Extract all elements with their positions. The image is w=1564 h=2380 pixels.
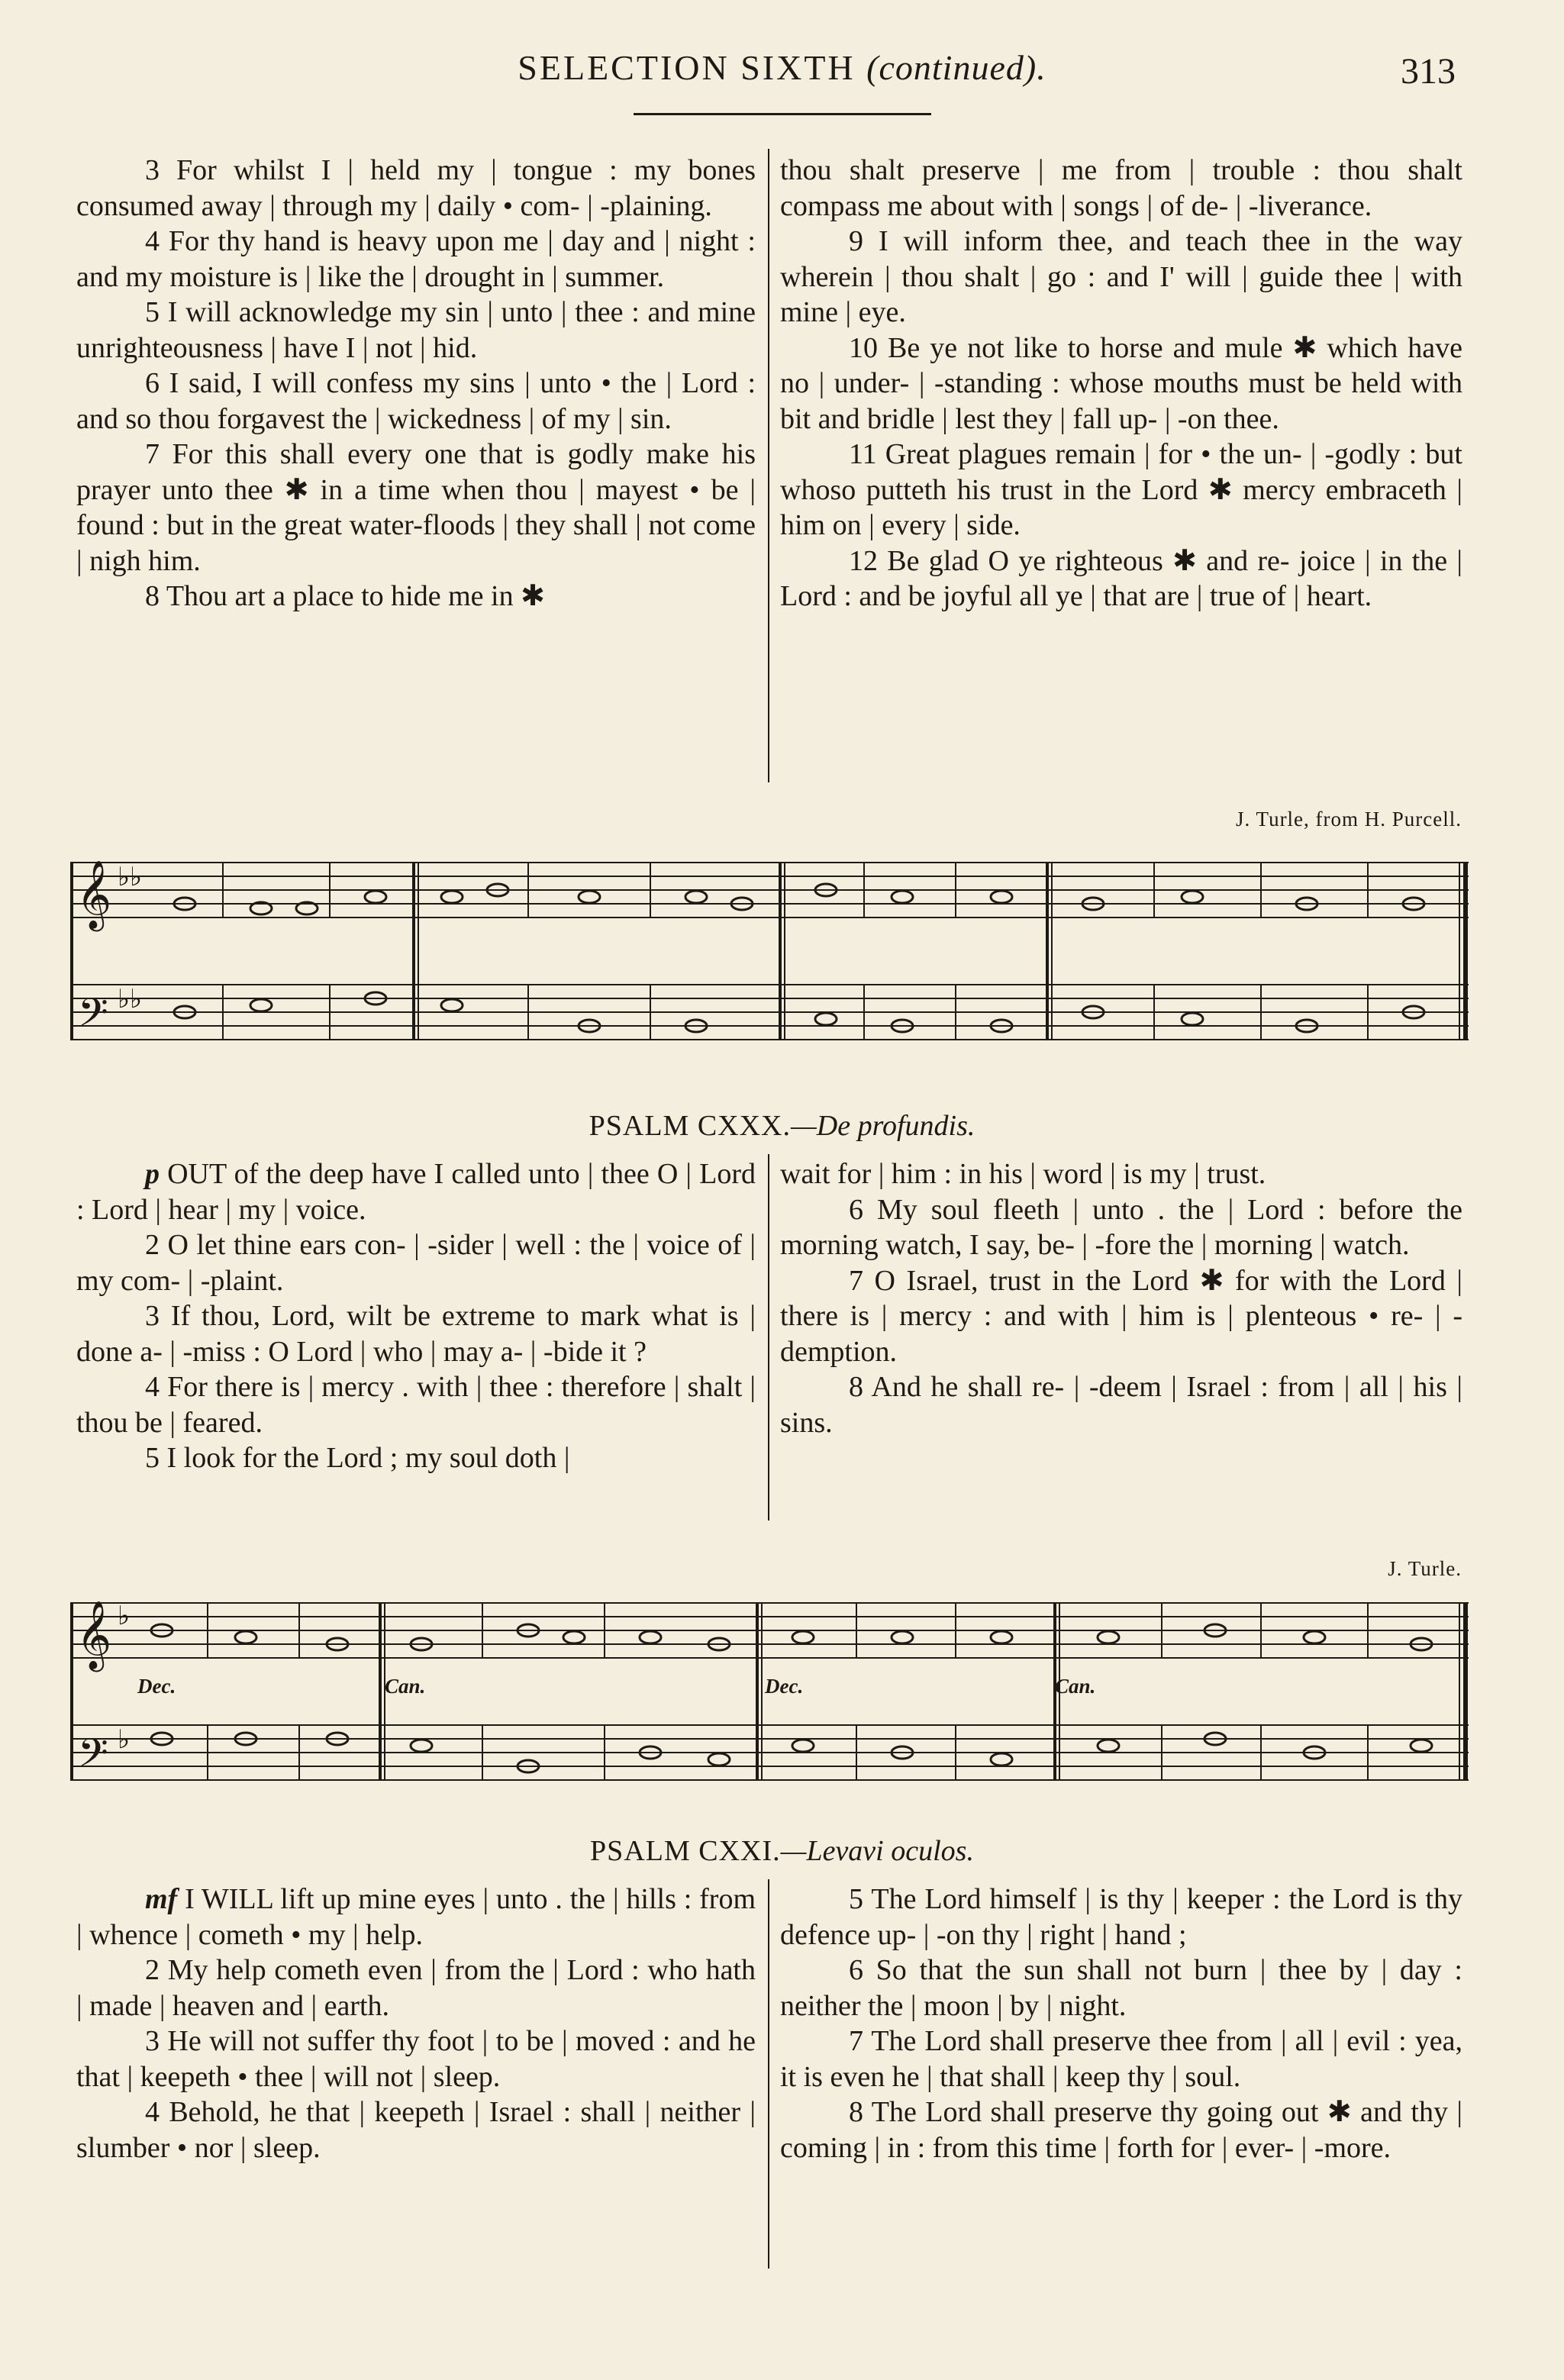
- verse: 7 O Israel, trust in the Lord ✱ for with the Lord | there is | mercy : and with | him is | plenteous • re- | -demption.: [780, 1264, 1462, 1368]
- svg-text:♭: ♭: [118, 1724, 131, 1755]
- verse: 5 I will acknowledge my sin | unto | thee : and mine unrighteousness | have I | not | hid.: [76, 296, 756, 364]
- chant-1-staff: [70, 853, 1469, 1059]
- verse: 2 O let thine ears con- | -sider | well : the | voice of | my com- | -plaint.: [76, 1229, 756, 1297]
- svg-text:♭♭: ♭♭: [118, 862, 143, 892]
- svg-text:𝄢: 𝄢: [78, 989, 108, 1045]
- dynamic-marking: p: [145, 1158, 160, 1190]
- chant-2-label: Dec.: [137, 1675, 176, 1698]
- verse: 2 My help cometh even | from the | Lord : who hath | made | heaven and | earth.: [76, 1954, 756, 2022]
- chant-1-credit: J. Turle, from H. Purcell.: [1236, 808, 1462, 830]
- verse: 3 He will not suffer thy foot | to be | moved : and he that | keepeth • thee | will not | sleep.: [76, 2025, 756, 2093]
- verse-text: I WILL lift up mine eyes | unto . the | hills : from | whence | cometh • my | help.: [76, 1883, 756, 1951]
- column-divider: [768, 149, 769, 782]
- verse: 5 I look for the Lord ; my soul doth |: [145, 1442, 570, 1474]
- verse: 8 And he shall re- | -deem | Israel : from | all | his | sins.: [780, 1371, 1462, 1439]
- verse: 12 Be glad O ye righteous ✱ and re- joice | in the | Lord : and be joyful all ye | that are | true of | heart.: [780, 544, 1462, 612]
- verse: wait for | him : in his | word | is my | trust.: [780, 1158, 1266, 1190]
- svg-text:𝄞: 𝄞: [76, 1601, 112, 1669]
- verse: 4 Behold, he that | keepeth | Israel : shall | neither | slumber • nor | sleep.: [76, 2096, 756, 2164]
- psalm-121-subtitle: —Levavi oculos.: [780, 1835, 974, 1867]
- psalm-32-right-column: [780, 153, 1462, 614]
- verse: 7 For this shall every one that is godly make his prayer unto thee ✱ in a time when thou | mayest • be | found : but in the great water-floods | they shall | not come | nigh him.: [76, 438, 756, 577]
- verse: 6 I said, I will confess my sins | unto • the | Lord : and so thou forgavest the | wickedness | of my | sin.: [76, 367, 756, 435]
- chant-2-credit: J. Turle.: [1388, 1557, 1462, 1580]
- psalm-121-number: PSALM CXXI.: [590, 1835, 781, 1867]
- psalm-130-title: [0, 1109, 1564, 1143]
- verse-1: [76, 1882, 756, 1953]
- header-rule: [634, 113, 931, 115]
- chant-2-staff: [70, 1594, 1469, 1800]
- verse: 8 Thou art a place to hide me in ✱: [145, 580, 545, 612]
- running-title-suffix: (continued).: [866, 48, 1046, 87]
- column-divider: [768, 1879, 769, 2269]
- chant-1-score: [70, 853, 1469, 1059]
- psalm-130-subtitle: —De profundis.: [791, 1110, 975, 1142]
- verse: 8 The Lord shall preserve thy going out ✱ and thy | coming | in : from this time | forth for | ever- | -more.: [780, 2096, 1462, 2164]
- chant-2-label: Can.: [1055, 1675, 1096, 1698]
- psalm-121-right-column: [780, 1882, 1462, 2166]
- psalm-130-right-column: [780, 1156, 1462, 1440]
- verse: 10 Be ye not like to horse and mule ✱ which have no | under- | -standing : whose mouths must be held with bit and bridle | lest they | fall up- | -on thee.: [780, 331, 1462, 435]
- svg-text:𝄞: 𝄞: [76, 860, 112, 929]
- page-number: 313: [1401, 51, 1456, 92]
- dynamic-marking: mf: [145, 1883, 178, 1915]
- verse: 9 I will inform thee, and teach thee in the way wherein | thou shalt | go : and I' will | guide thee | with mine | eye.: [780, 225, 1462, 328]
- psalm-121-title: [0, 1834, 1564, 1868]
- verse-text: OUT of the deep have I called unto | thee O | Lord : Lord | hear | my | voice.: [76, 1158, 756, 1226]
- verse: 7 The Lord shall preserve thee from | all | evil : yea, it is even he | that shall | keep thy | soul.: [780, 2025, 1462, 2093]
- verse: 3 If thou, Lord, wilt be extreme to mark what is | done a- | -miss : O Lord | who | may a- | -bide it ?: [76, 1300, 756, 1368]
- column-divider: [768, 1154, 769, 1521]
- svg-text:𝄢: 𝄢: [78, 1730, 108, 1785]
- verse: 4 For there is | mercy . with | thee : therefore | shalt | thou be | feared.: [76, 1371, 756, 1439]
- running-title-text: SELECTION SIXTH: [518, 48, 856, 87]
- verse: 11 Great plagues remain | for • the un- | -godly : but whoso putteth his trust in the Lord ✱ mercy embraceth | him on | every | side.: [780, 438, 1462, 541]
- psalm-32-left-column: [76, 153, 756, 614]
- chant-2-score: [70, 1594, 1469, 1800]
- verse: 6 So that the sun shall not burn | thee by | day : neither the | moon | by | night.: [780, 1954, 1462, 2022]
- chant-2-label: Can.: [385, 1675, 426, 1698]
- psalm-130-left-column: [76, 1156, 756, 1476]
- running-title: [0, 47, 1564, 88]
- verse-1: [76, 1156, 756, 1227]
- chant-2-label: Dec.: [765, 1675, 804, 1698]
- psalm-121-left-column: [76, 1882, 756, 2166]
- verse: 6 My soul fleeth | unto . the | Lord : before the morning watch, I say, be- | -fore the | morning | watch.: [780, 1193, 1462, 1261]
- svg-text:♭♭: ♭♭: [118, 984, 143, 1014]
- verse: thou shalt preserve | me from | trouble : thou shalt compass me about with | songs | of de- | -liverance.: [780, 154, 1462, 222]
- verse: 5 The Lord himself | is thy | keeper : the Lord is thy defence up- | -on thy | right | hand ;: [780, 1883, 1462, 1951]
- verse: 3 For whilst I | held my | tongue : my bones consumed away | through my | daily • com- | -plaining.: [76, 154, 756, 222]
- svg-text:♭: ♭: [118, 1601, 131, 1631]
- psalm-130-number: PSALM CXXX.: [589, 1110, 791, 1142]
- verse: 4 For thy hand is heavy upon me | day and | night : and my moisture is | like the | drought in | summer.: [76, 225, 756, 293]
